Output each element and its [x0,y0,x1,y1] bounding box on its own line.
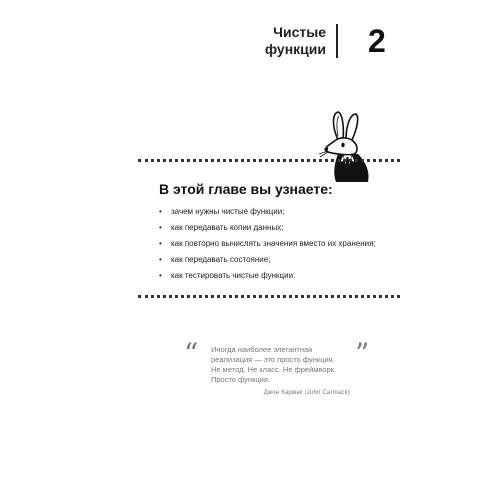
dotted-divider-top [138,159,400,162]
quote-line: Просто функция. [211,375,270,384]
chapter-header [0,22,500,62]
list-item: • зачем нужны чистые функции; [159,206,379,217]
close-quote-mark: ” [355,337,370,370]
chapter-divider [336,24,338,58]
list-item: • как передавать копии данных; [159,222,379,233]
chapter-number: 2 [368,23,386,59]
epigraph-quote [211,345,356,385]
quote-line: Иногда наиболее элегантная [211,345,313,354]
chapter-title-line-1: Чистые [273,24,326,40]
chapter-title [265,24,326,58]
section-heading: В этой главе вы узнаете: [159,181,333,197]
quote-author: Джон Кармак (John Carmack) [263,390,350,396]
quote-line: реализация — это просто функция. [211,355,335,364]
open-quote-mark: “ [184,337,199,370]
chapter-title-line-2: функции [264,41,326,57]
dotted-divider-bottom [138,295,400,298]
quote-line: Не метод. Не класс. Не фреймворк. [211,365,337,374]
list-item: • как повторно вычислять значения вместо их хранения; [159,238,379,249]
rabbit-in-suit-icon [316,110,378,184]
list-item: • как тестировать чистые функции. [159,270,379,281]
learning-objectives-list [159,206,379,286]
list-item: • как передавать состояние; [159,254,379,265]
